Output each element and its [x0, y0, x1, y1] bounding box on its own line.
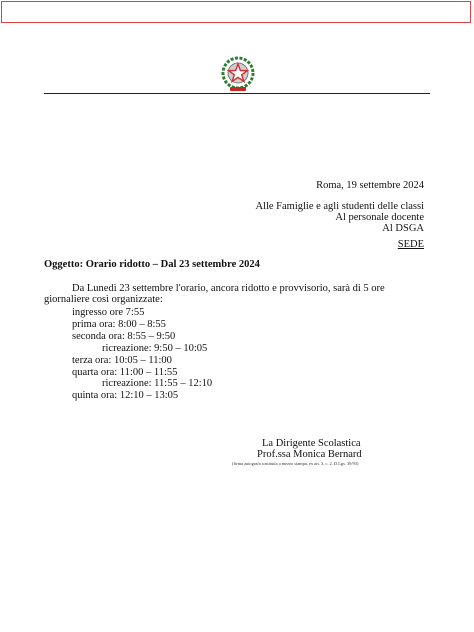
schedule-item: seconda ora: 8:55 – 9:50	[72, 331, 176, 342]
schedule-item: quinta ora: 12:10 – 13:05	[72, 390, 179, 401]
signature-role: La Dirigente Scolastica	[262, 438, 361, 449]
viewer-frame	[1, 1, 471, 23]
schedule-item: terza ora: 10:05 – 11:00	[72, 355, 172, 366]
recipient-line: Alle Famiglie e agli studenti delle classi	[255, 201, 424, 212]
subject-line: Oggetto: Orario ridotto – Dal 23 settembre 2024	[44, 259, 260, 270]
schedule-item: quarta ora: 11:00 – 11:55	[72, 367, 178, 378]
schedule-item: prima ora: 8:00 – 8:55	[72, 319, 166, 330]
schedule-item-break: ricreazione: 11:55 – 12:10	[102, 378, 213, 389]
signature-note: (firma autografa sostituita a mezzo stampa, ex art. 3, c. 2, D.Lgs. 39/93)	[232, 461, 359, 466]
italian-republic-emblem-icon	[218, 54, 258, 94]
recipient-line: Al personale docente	[335, 212, 424, 223]
body-paragraph-line: giornaliere così organizzate:	[44, 294, 163, 305]
header-divider	[44, 93, 430, 94]
letter-date: Roma, 19 settembre 2024	[316, 180, 424, 191]
location-sede: SEDE	[397, 239, 424, 250]
signature-name: Prof.ssa Monica Bernard	[257, 449, 362, 460]
schedule-item-break: ricreazione: 9:50 – 10:05	[102, 343, 208, 354]
body-paragraph-line: Da Lunedì 23 settembre l'orario, ancora ridotto e provvisorio, sarà di 5 ore	[72, 283, 385, 294]
recipient-line: Al DSGA	[382, 223, 424, 234]
schedule-item: ingresso ore 7:55	[72, 307, 145, 318]
